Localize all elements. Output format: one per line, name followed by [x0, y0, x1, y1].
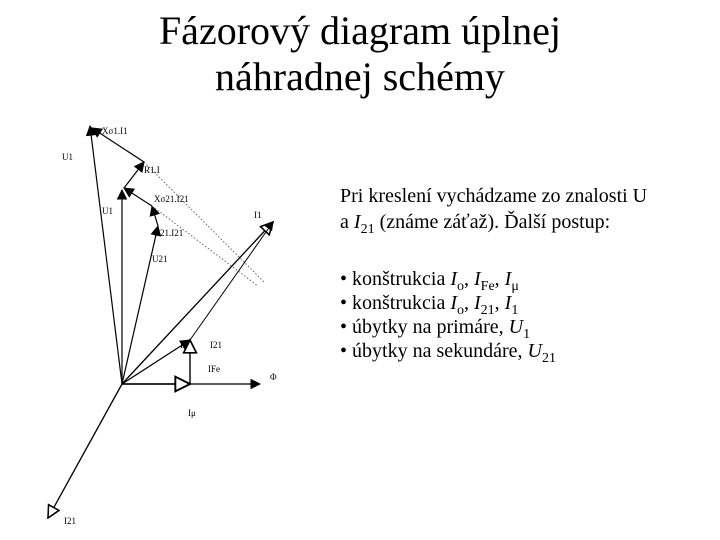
title-line-2: náhradnej schémy	[215, 54, 505, 99]
bullet-mark: •	[340, 292, 348, 314]
label-io: Io	[180, 340, 188, 350]
step-text: konštrukcia	[347, 292, 451, 314]
step-sep: ,	[494, 268, 505, 290]
step-var: I	[450, 268, 457, 290]
step-var: U	[527, 340, 542, 362]
i1-phasor	[122, 222, 273, 384]
step-sub: μ	[511, 279, 519, 294]
intro-line-2-var: I	[353, 211, 361, 233]
description-text	[340, 183, 720, 366]
steps-list	[340, 267, 556, 366]
step-sub: 1	[511, 303, 519, 318]
label-u21: U21	[152, 254, 168, 264]
step-sep: ,	[464, 292, 474, 314]
step-var: U	[508, 316, 524, 338]
intro-line-2-sub: 21	[360, 222, 375, 237]
u21-phasor	[122, 226, 158, 384]
label-i21-right: I21	[210, 340, 222, 350]
bullet-mark: •	[340, 268, 348, 290]
phasor-diagram	[40, 118, 290, 530]
label-u1-left: U1	[102, 206, 113, 216]
intro-line-1: Pri kreslení vychádzame zo znalosti U	[340, 185, 648, 207]
bullet-mark: •	[340, 316, 348, 338]
label-i1: I1	[254, 210, 262, 220]
step-text: úbytky na sekundáre,	[347, 340, 528, 362]
step-sub: 1	[523, 327, 531, 342]
title-line-1: Fázorový diagram úplnej	[158, 8, 562, 53]
r21-i21-drop	[152, 206, 158, 226]
intro-line-2	[340, 209, 720, 235]
step-sub: 21	[541, 351, 556, 366]
label-x-sigma1-i1: Xσ1.I1	[102, 126, 128, 136]
step-item	[340, 339, 556, 366]
x-sigma21-i21-drop	[124, 188, 152, 206]
label-r21-i21: R21.I21	[154, 228, 184, 238]
step-sub: o	[457, 303, 464, 318]
step-sub: o	[457, 279, 464, 294]
step-sub: 21	[480, 303, 495, 318]
label-phi: Φ	[270, 372, 277, 382]
slide-title	[0, 8, 720, 100]
intro-line-2-b: (známe záťaž). Ďalší postup:	[374, 211, 611, 233]
construction-line-1	[144, 162, 265, 283]
step-var: I	[504, 268, 512, 290]
label-i21-bottom: I21	[64, 516, 76, 526]
label-x-sigma21-i21: Xσ21.I21	[154, 194, 189, 204]
step-item	[340, 267, 556, 294]
step-sep: ,	[494, 292, 505, 314]
step-var: I	[504, 292, 512, 314]
i21-parallel-line	[190, 222, 273, 340]
step-var: I	[474, 268, 481, 290]
step-text: konštrukcia	[347, 268, 451, 290]
r1-i1-drop	[124, 162, 144, 188]
u1-phasor-top	[90, 126, 122, 384]
step-item	[340, 291, 556, 318]
i21-phasor	[48, 384, 122, 518]
label-i-mu: Iμ	[188, 408, 196, 418]
label-r1-i1: R1.I	[144, 165, 160, 175]
label-u1-top: U1	[62, 152, 73, 162]
bullet-mark: •	[340, 340, 348, 362]
intro-line-2-a: a	[340, 211, 354, 233]
phasor-diagram-svg	[40, 118, 290, 530]
step-var: I	[474, 292, 481, 314]
construction-line-2	[152, 206, 258, 286]
step-var: I	[450, 292, 457, 314]
step-sep: ,	[464, 268, 474, 290]
step-text: úbytky na primáre,	[347, 316, 509, 338]
label-i-fe: IFe	[208, 364, 220, 374]
step-item	[340, 315, 556, 342]
step-sub: Fe	[480, 279, 495, 294]
